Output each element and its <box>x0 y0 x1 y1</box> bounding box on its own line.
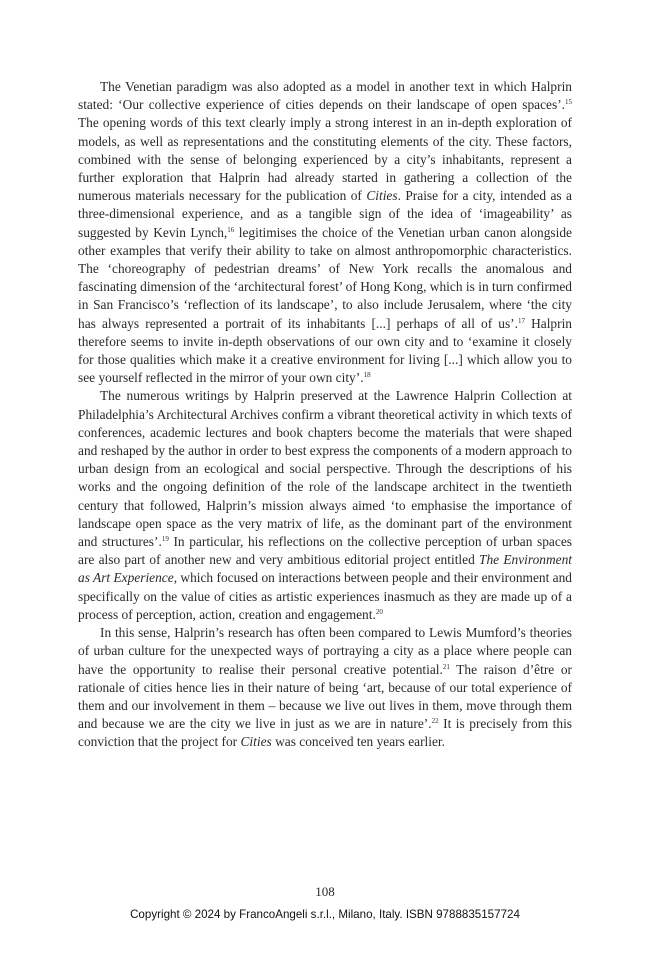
page-number: 108 <box>315 884 335 899</box>
text-run: legitimises the choice of the Venetian urban canon alongside other examples that verify their ability to take on almost anthropomorphic characteristics. The ‘choreography of pedestrian dreams’ of New York recalls the anomalous and fascinating dimension of the ‘architectural forest’ of Hong Kong, which is in turn confirmed in San Francisco’s ‘reflection of its landscape’, to also include Jerusalem, where ‘the city has always represented a portrait of its inhabitants [...] perhaps of all of us’. <box>78 224 572 331</box>
text-run: The raison d’être or rationale of cities hence lies in their nature of being ‘art, because of our total experience of them and our involvement in them – because we live out lives in them, move through them and because we are the city we live in just as we are in nature’. <box>78 661 572 732</box>
italic-title: The Environment as Art Experience <box>78 552 573 586</box>
footnote-marker: 17 <box>517 316 525 325</box>
text-run: The numerous writings by Halprin preserved at the Lawrence Halprin Collection at Philadelphia’s Architectural Archives confirm a vibrant theoretical activity in which texts of conferences, academic lectures and book chapters become the materials that were shaped and reshaped by the author in order to best express the components of a modern approach to urban design from an ecological and social perspective. Through the descriptions of his works and the ongoing definition of the role of the landscape architect in the twentieth century that followed, Halprin’s mission always aimed ‘to emphasise the importance of landscape open space as the very matrix of life, as the dominant part of the environment and structures’. <box>78 388 572 550</box>
paragraph <box>78 624 572 751</box>
footnote-marker: 16 <box>227 225 235 234</box>
footnote-marker: 18 <box>363 371 371 380</box>
text-run: The opening words of this text clearly imply a strong interest in an in-depth exploration of models, as well as representations and the constituting elements of the city. These factors, combined with the sense of belonging experienced by a city’s inhabitants, represent a further exploration that Halprin had already started in gathering a collection of the numerous materials necessary for the publication of <box>78 115 572 204</box>
footnote-marker: 20 <box>375 607 383 616</box>
italic-title: Cities <box>240 734 272 750</box>
text-run: The Venetian paradigm was also adopted as a model in another text in which Halprin stated: ‘Our collective experience of cities depends on their landscape of open spaces’. <box>78 79 572 113</box>
text-run: , which focused on interactions between people and their environment and specifically on the value of cities as artistic experiences inasmuch as they are made up of a process of perception, action, creation and engagement. <box>78 570 572 622</box>
paragraph <box>78 78 572 387</box>
italic-title: Cities <box>366 188 398 204</box>
footnote-marker: 15 <box>565 98 572 107</box>
text-run: It is precisely from this conviction that the project for <box>78 716 572 750</box>
footnote-marker: 22 <box>431 717 439 726</box>
text-run: In particular, his reflections on the collective perception of urban spaces are also part of another new and very ambitious editorial project entitled <box>78 534 572 568</box>
body-text <box>78 78 572 752</box>
text-run: was conceived ten years earlier. <box>271 734 445 750</box>
text-run: In this sense, Halprin’s research has often been compared to Lewis Mumford’s theories of urban culture for the unexpected ways of portraying a city as a place where people can have the opportunity to realise their personal creative potential. <box>78 625 572 677</box>
text-run: Halprin therefore seems to invite in-depth observations of our own city and to ‘examine it closely for those qualities which make it a creative environment for living [...] which allow you to see yourself reflected in the mirror of your own city’. <box>78 315 572 386</box>
footnote-marker: 21 <box>442 662 450 671</box>
copyright-notice: Copyright © 2024 by FrancoAngeli s.r.l., Milano, Italy. ISBN 9788835157724 <box>130 908 520 921</box>
paragraph <box>78 387 572 624</box>
text-run: . Praise for a city, intended as a three-dimensional experience, and as a tangible sign of the idea of ‘imageability’ as suggested by Kevin Lynch, <box>78 188 572 240</box>
footnote-marker: 19 <box>161 535 169 544</box>
